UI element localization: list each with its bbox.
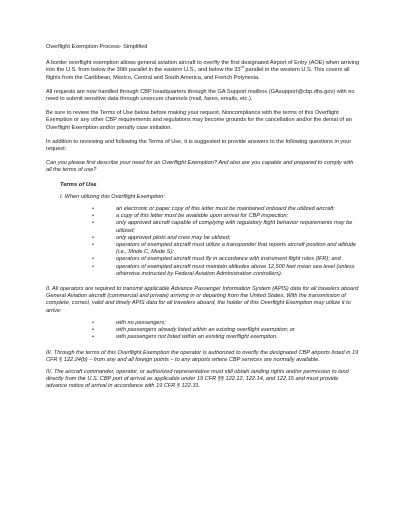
section-4-paragraph: IV. The aircraft commander, operator, or authorized representative must still obtain landing rights and/or permission to land directly from the U.S. CBP port of arrival as applicable under 19 CFR §§ 122.12, 122.14, and 122.15 and must provide advance notice of arrival in accordance with 19 CFR § 122.31.	[46, 368, 349, 390]
list-item: • an electronic or paper copy of this letter must be maintained onboard the utilized aircraft;	[46, 206, 360, 213]
list-item: • with no passengers;	[46, 320, 360, 327]
list-item: • operators of exempted aircraft must utilize a transponder that reports aircraft position and altitude (i.e., Mode C, Mode S);	[46, 242, 360, 256]
intro-paragraph-3: Be sure to review the Terms of Use below before making your request. Noncompliance with the terms of this Overflight Exemption or any other CBP requirements and regulations may become grounds for the cancellation and/or the denial of an Overflight Exemption and/or penalty case initiation.	[46, 110, 352, 131]
section-3-paragraph: III. Through the terms of this Overflight Exemption the operator is authorized to overfly the designated CBP airports listed in 19 CFR § 122.24(b) – from any and all foreign points – to any airports where CBP services are normally available.	[46, 349, 359, 363]
section-1-heading: I. When utilizing this Overflight Exemption:	[60, 193, 165, 200]
list-item: • only approved pilots and crew may be utilized;	[46, 235, 360, 242]
document-title: Overflight Exemption Process- Simplified	[46, 44, 148, 50]
list-item: • only approved aircraft capable of complying with regulatory flight behavior requirements may be utilized;	[46, 220, 360, 234]
terms-heading: Terms of Use	[60, 181, 97, 188]
intro-question: Can you please first describe your need for an Overflight Exemption? And also are you capable and prepared to comply with all the terms of use?	[46, 160, 354, 174]
intro-paragraph-2: All requests are now handled through CBP headquarters through the GA Support mailbox (GAsupport@cbp.dhs.gov) with no need to submit sensitive data through unsecure channels (mail, faxes, emails, etc.).	[46, 88, 355, 103]
section-1-list	[46, 206, 360, 278]
list-item: • with passengers already listed within an existing overflight exemption; or	[46, 327, 360, 334]
section-2-paragraph: II. All operators are required to transmit applicable Advance Passenger Information System (APIS) data for all travelers aboard General Aviation aircraft (commercial and private) arriving in or departing from the United States. With the transmission of complete, correct, valid and timely APIS data for all travelers aboard, the holder of this Overflight Exemption may utilize it to arrive:	[46, 286, 359, 314]
list-item: • with passengers not listed within an existing overflight exemption.	[46, 334, 360, 341]
list-item: • a copy of this letter must be available upon arrival for CBP inspection;	[46, 213, 360, 220]
intro-paragraph-1: A border overflight exemption allows general aviation aircraft to overfly the first designated Airport of Entry (AOE) when arriving into the U.S. from below the 30th parallel in the eastern U.S., and below the 33rd parallel in the western U.S. This covers all flights from the Caribbean, Mexico, Central and South America, and French Polynesia.	[46, 60, 360, 81]
list-item: • operators of exempted aircraft must fly in accordance with instrument flight rules (IFR); and	[46, 256, 360, 263]
intro-paragraph-4: In addition to reviewing and following the Terms of Use, it is suggested to provide answers to the following questions in your request:	[46, 138, 352, 153]
section-2-list	[46, 320, 360, 342]
list-item: • operators of exempted aircraft must maintain altitudes above 12,500 feet mean sea level (unless otherwise instructed by Federal Aviation Administration controllers).	[46, 264, 360, 278]
